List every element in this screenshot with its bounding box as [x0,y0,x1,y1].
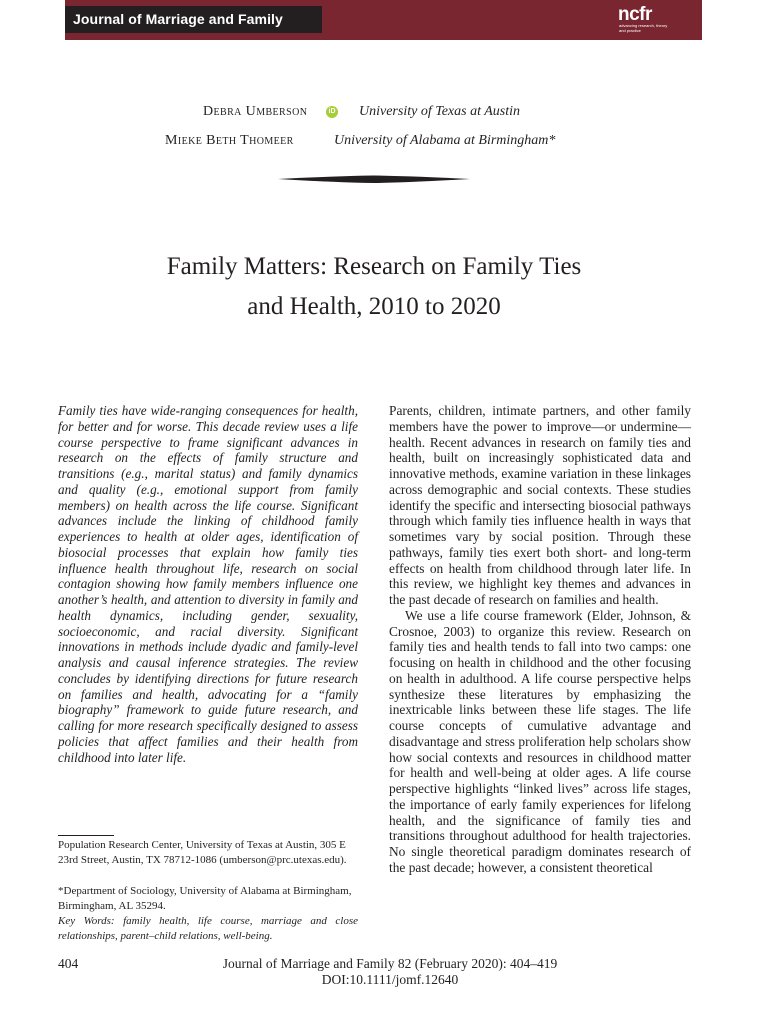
ncfr-logo-word: ncfr [618,4,652,25]
citation-footer [175,956,605,988]
doi-link[interactable]: DOI:10.1111/jomf.12640 [321,972,459,987]
page-number: 404 [58,956,79,971]
journal-citation: Journal of Marriage and Family 82 (February 2020): 404–419 [222,956,558,971]
journal-header-bar [65,0,702,40]
footnote-affiliation-2: *Department of Sociology, University of Alabama at Birmingham, Birmingham, AL 35294. [58,885,352,912]
ncfr-logo-tagline: advancing research, theory and practice [619,23,668,33]
article-title-line-2: and Health, 2010 to 2020 [247,293,501,320]
body-paragraph: We use a life course framework (Elder, Johnson, & Crosnoe, 2003) to organize this review. Research on family ties and health tends to fall into two camps: one focusing on health in childhood and the other focusing on health in adulthood. A life course perspective helps synthesize these literatures by emphasizing the inextricable links between these life stages. The life course concepts of cumulative advantage and disadvantage and stress proliferation help scholars show how social contexts and resources in childhood matter for health and well-being at older ages. A life course perspective highlights “linked lives” across life stages, the importance of early family experiences for lifelong health, and the significance of family ties and transitions throughout adulthood for health trajectories. No single theoretical paradigm dominates research of the past decade; however, a consistent theoretical [389,607,691,875]
author-name: Mieke Beth Thomeer [165,133,294,148]
body-text-column [389,403,691,876]
author-affiliation: University of Texas at Austin [359,104,520,119]
footnote-divider [58,835,114,836]
author-affiliation: University of Alabama at Birmingham* [334,133,556,148]
author-name: Debra Umberson [203,104,308,119]
ncfr-logo [618,5,682,37]
orcid-icon[interactable]: iD [326,106,338,118]
body-paragraph: Parents, children, intimate partners, and other family members have the power to improve—or undermine—health. Recent advances in research on family ties and health, built on increasingly sophisticated data and innovative methods, examine variation in these linkages across demographic and social contexts. These studies identify the specific and intersecting biosocial pathways through which family ties influence health in ways that sometimes vary by social position. Through these pathways, family ties exert both short- and long-term effects on health from childhood through later life. In this review, we highlight key themes and advances in the past decade of research on families and health. [389,403,691,607]
decorative-divider [278,174,470,184]
article-title-line-1: Family Matters: Research on Family Ties [166,253,582,280]
article-title [70,247,678,327]
keywords: Key Words: family health, life course, marriage and close relationships, parent–child relations, well-being. [58,915,358,942]
abstract-text: Family ties have wide-ranging consequences for health, for better and for worse. This decade review uses a life course perspective to frame significant advances in research on the effects of family structure and transitions (e.g., marital status) and family dynamics and quality (e.g., emotional support from family members) on health across the life course. Significant advances include the linking of childhood family experiences to health at older ages, identification of biosocial processes that explain how family ties influence health throughout life, research on social contagion showing how family members influence one another’s health, and attention to diversity in family and health dynamics, including gender, sexuality, socioeconomic, and racial diversity. Significant innovations in methods include dyadic and family-level analysis and causal inference strategies. The review concludes by identifying directions for future research on families and health, advocating for a “family biography” framework to guide future research, and calling for more research specifically designed to assess policies that affect families and their health from childhood into later life. [58,403,358,765]
journal-name-label: Journal of Marriage and Family [65,6,322,33]
footnote-affiliation-1: Population Research Center, University of Texas at Austin, 305 E 23rd Street, Austin, TX 78712-1086 (umberson@prc.utexas.edu). [58,839,347,866]
